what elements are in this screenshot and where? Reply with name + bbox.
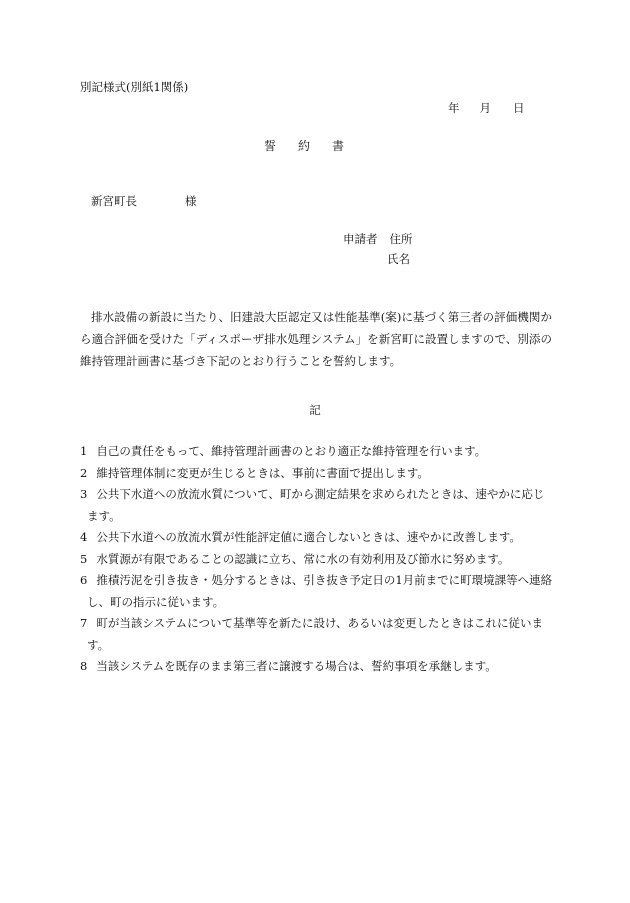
addressee-name: 新宮町長 (91, 194, 137, 208)
pledge-item-text: 公共下水道への放流水質について、町から測定結果を求められたときは、速やかに応じます。 (87, 487, 545, 523)
pledge-item-number: 5 (80, 551, 88, 566)
document-title: 誓約書 (263, 139, 366, 153)
pledge-item-number: 2 (80, 465, 88, 480)
pledge-body: 排水設備の新設に当たり、旧建設大臣認定又は性能基準(案)に基づく第三者の評価機関から適合評価を受けた「ディスポーザ排水処理システム」を新宮町に設置しますので、別添の維持管理計画書に基づき下記のとおり行うことを誓約します。 (80, 310, 552, 368)
pledge-item-text: 推積汚泥を引き抜き・処分するときは、引き抜き予定日の1月前までに町環境課等へ連絡し、町の指示に従います。 (87, 573, 553, 609)
pledge-item (80, 549, 554, 571)
pledge-item (80, 656, 554, 678)
date-day-label: 日 (513, 101, 525, 115)
pledge-item-text: 町が当該システムについて基準等を新たに設け、あるいは変更したときはこれに従います。 (87, 616, 543, 652)
addressee (91, 193, 197, 209)
pledge-item-text: 自己の責任をもって、維持管理計画書のとおり適正な維持管理を行います。 (96, 444, 487, 458)
date-month-label: 月 (479, 101, 491, 115)
applicant-name-label: 氏名 (387, 252, 410, 266)
ki-heading: 記 (309, 403, 321, 417)
pledge-item-number: 8 (80, 659, 88, 673)
pledge-item (80, 527, 554, 549)
applicant-label: 申請者 (343, 232, 378, 246)
pledge-item (80, 441, 554, 463)
applicant-line (343, 231, 413, 247)
pledge-item-number: 3 (80, 487, 88, 501)
pledge-item (80, 463, 554, 485)
form-label: 別記様式(別紙1関係) (80, 80, 189, 94)
date-line (448, 100, 525, 116)
pledge-item-number: 4 (80, 530, 88, 544)
pledge-item (80, 613, 554, 656)
pledge-items (80, 441, 554, 678)
pledge-item-text: 維持管理体制に変更が生じるときは、事前に書面で提出します。 (96, 465, 429, 480)
pledge-item-text: 当該システムを既存のまま第三者に譲渡する場合は、誓約事項を承継します。 (96, 659, 497, 673)
date-year-label: 年 (448, 101, 460, 115)
pledge-item-text: 水質源が有限であることの認識に立ち、常に水の有効利用及び節水に努めます。 (96, 551, 510, 566)
pledge-item (80, 570, 554, 613)
applicant-address-label: 住所 (389, 232, 413, 246)
pledge-item-text: 公共下水道への放流水質が性能評定値に適合しないときは、速やかに改善します。 (96, 530, 521, 544)
pledge-item-number: 1 (80, 444, 88, 458)
pledge-item-number: 6 (80, 573, 88, 587)
pledge-item (80, 484, 554, 527)
pledge-item-number: 7 (80, 616, 88, 630)
addressee-honorific: 様 (185, 194, 197, 208)
